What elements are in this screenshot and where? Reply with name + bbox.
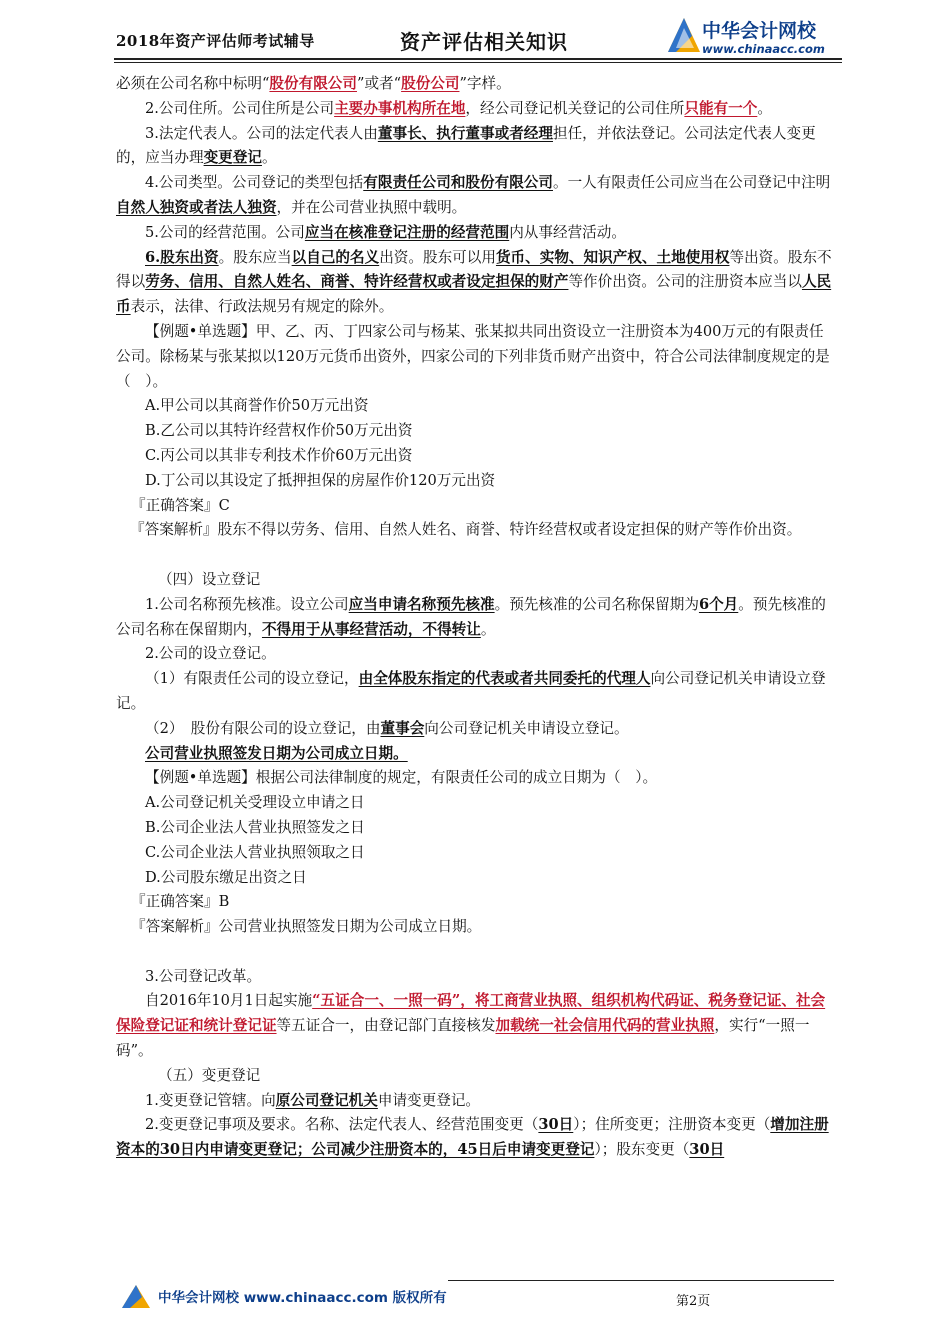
- header-exam-label: 2018年资产评估师考试辅导: [116, 32, 315, 50]
- example-2-option-d: D.公司股东缴足出资之日: [145, 868, 307, 886]
- paragraph-change-jurisdiction: 1.变更登记管辖。向原公司登记机关申请变更登记。: [145, 1091, 481, 1109]
- example-2-answer: 『正确答案』B: [131, 893, 230, 911]
- example-1-option-a: A.甲公司以其商誉作价50万元出资: [145, 397, 369, 415]
- spacer: [116, 543, 838, 568]
- example-2-option-c: C.公司企业法人营业执照领取之日: [145, 843, 365, 861]
- header-divider: [114, 58, 842, 60]
- paragraph-name-preapproval: 1.公司名称预先核准。设立公司应当申请名称预先核准。预先核准的公司名称保留期为6个月。预先核准的公司名称在保留期内，不得用于从事经营活动，不得转让。: [116, 595, 826, 638]
- paragraph-establishment-registration: 2.公司的设立登记。: [145, 645, 276, 663]
- example-1-option-c: C.丙公司以其非专利技术作价60万元出资: [145, 446, 413, 464]
- header-subject-title: 资产评估相关知识: [400, 30, 568, 54]
- site-logo[interactable]: [664, 14, 844, 60]
- paragraph-registration-reform: 3.公司登记改革。: [145, 967, 262, 985]
- document-body: [116, 72, 838, 1163]
- paragraph-establishment-date: 公司营业执照签发日期为公司成立日期。: [145, 744, 408, 762]
- paragraph-capital-contribution: 6.股东出资。股东应当以自己的名义出资。股东可以用货币、实物、知识产权、土地使用权等出资。股东不得以劳务、信用、自然人姓名、商誉、特许经营权或者设定担保的财产等作价出资。公司的注册资本应当以人民币表示，法律、行政法规另有规定的除外。: [116, 248, 832, 316]
- spacer: [116, 940, 838, 965]
- paragraph-legal-representative: 3.法定代表人。公司的法定代表人由董事长、执行董事或者经理担任，并依法登记。公司法定代表人变更的，应当办理变更登记。: [116, 124, 816, 167]
- paragraph-change-items: 2.变更登记事项及要求。名称、法定代表人、经营范围变更（30日）；住所变更；注册资本变更（增加注册资本的30日内申请变更登记；公司减少注册资本的，45日后申请变更登记）；股东变更（30日: [116, 1116, 829, 1159]
- example-1-option-d: D.丁公司以其设定了抵押担保的房屋作价120万元出资: [145, 471, 496, 489]
- footer-divider: [448, 1280, 834, 1281]
- section-5-title: （五）变更登记: [158, 1066, 261, 1084]
- example-2-analysis: 『答案解析』公司营业执照签发日期为公司成立日期。: [131, 918, 482, 936]
- paragraph-business-scope: 5.公司的经营范围。公司应当在核准登记注册的经营范围内从事经营活动。: [145, 223, 626, 241]
- example-1-analysis: 『答案解析』股东不得以劳务、信用、自然人姓名、商誉、特许经营权或者设定担保的财产等作价出资。: [130, 521, 802, 539]
- logo-brand-name: 中华会计网校: [702, 20, 817, 42]
- page-number: 第2页: [676, 1294, 711, 1309]
- paragraph-name-requirement: 必须在公司名称中标明“股份有限公司”或者“股份公司”字样。: [116, 75, 511, 92]
- footer-copyright: 中华会计网校 www.chinaacc.com 版权所有: [158, 1290, 447, 1306]
- logo-triangle-icon: [664, 14, 704, 60]
- example-2-option-b: B.公司企业法人营业执照签发之日: [145, 818, 365, 836]
- footer-logo-icon: [118, 1282, 154, 1312]
- paragraph-llc-registration: （1）有限责任公司的设立登记，由全体股东指定的代表或者共同委托的代理人向公司登记机关申请设立登记。: [116, 670, 826, 712]
- paragraph-five-certificates: 自2016年10月1日起实施“五证合一、一照一码”，将工商营业执照、组织机构代码证、税务登记证、社会保险登记证和统计登记证等五证合一，由登记部门直接核发加载统一社会信用代码的营业执照，实行“一照一码”。: [116, 992, 826, 1060]
- logo-url: www.chinaacc.com: [702, 42, 825, 56]
- paragraph-company-type: 4.公司类型。公司登记的类型包括有限责任公司和股份有限公司。一人有限责任公司应当在公司登记中注明自然人独资或者法人独资，并在公司营业执照中载明。: [116, 174, 831, 216]
- example-1-option-b: B.乙公司以其特许经营权作价50万元出资: [145, 422, 413, 440]
- example-question-1: 【例题•单选题】甲、乙、丙、丁四家公司与杨某、张某拟共同出资设立一注册资本为400万元的有限责任公司。除杨某与张某拟以120万元货币出资外，四家公司的下列非货币财产出资中，符合公司法律制度规定的是（ ）。: [116, 322, 830, 390]
- section-4-title: （四）设立登记: [158, 570, 261, 588]
- header-divider-thin: [114, 62, 842, 63]
- paragraph-jsc-registration: （2） 股份有限公司的设立登记，由董事会向公司登记机关申请设立登记。: [145, 719, 629, 737]
- example-question-2: 【例题•单选题】根据公司法律制度的规定，有限责任公司的成立日期为（ ）。: [145, 769, 658, 787]
- example-2-option-a: A.公司登记机关受理设立申请之日: [145, 794, 365, 812]
- example-1-answer: 『正确答案』C: [131, 496, 230, 514]
- paragraph-company-domicile: 2.公司住所。公司住所是公司主要办事机构所在地，经公司登记机关登记的公司住所只能有一个。: [145, 99, 772, 117]
